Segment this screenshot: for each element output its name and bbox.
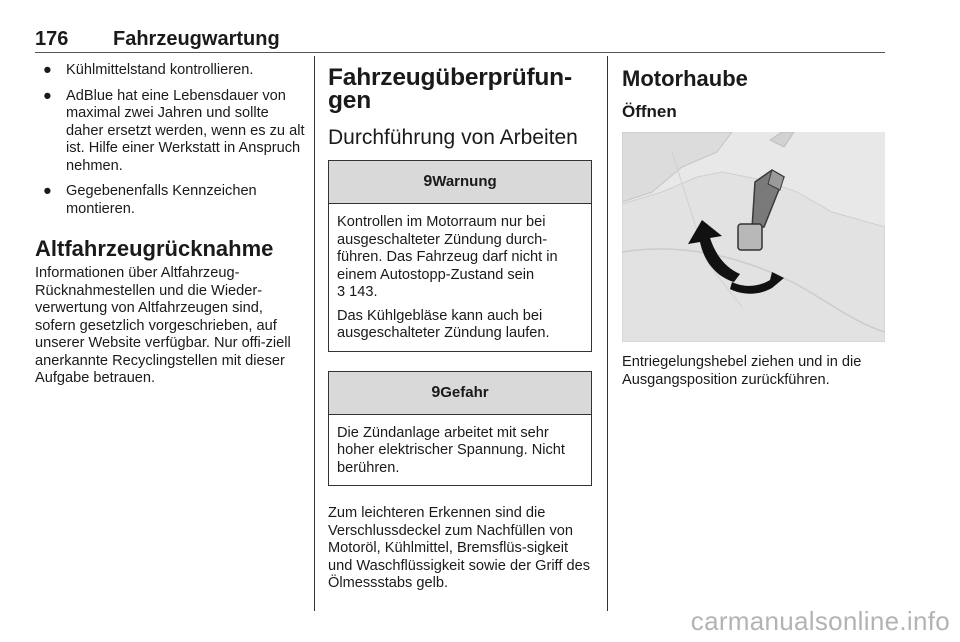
page-reference-link[interactable]: 3 143. [337,284,378,300]
subtitle-arbeiten: Durchführung von Arbeiten [328,126,578,149]
title-motorhaube: Motorhaube [622,66,748,91]
page-header [35,28,885,53]
hood-release-lever-icon [622,132,885,342]
section-text-altfahrzeug: Informationen über Altfahrzeug-Rücknahmestellen und die Wieder-verwertung von Altfahrzeugen sind, sofern gesetzlich vorgeschrieben, auf unserer Website verfügbar. Nur offi-ziell anerkannte Recyclingstellen mit dieser Aufgabe betrauen. [35,265,291,386]
warning-triangle-icon: 9 [423,173,433,190]
column-2 [328,62,592,593]
hood-release-illustration [622,132,885,342]
list-item: ● Gegebenenfalls Kennzeichen montieren. [43,183,257,217]
section-title-altfahrzeug: Altfahrzeugrücknahme [35,236,274,261]
warning-text-2: Das Kühlgebläse kann auch bei ausgeschalteter Zündung laufen. [337,307,550,341]
bullet-icon: ● [43,87,52,104]
danger-header [329,372,591,415]
list-item: ● AdBlue hat eine Lebensdauer von maximal zwei Jahren und sollte daher ersetzt werden, wenn es zu alt ist. Hilfe einer Werkstatt in Anspruch nehmen. [43,87,305,174]
warning-box [328,160,592,352]
filler-caps-text: Zum leichteren Erkennen sind die Verschlussdeckel zum Nachfüllen von Motoröl, Kühlmittel, Bremsflüs-sigkeit und Waschflüssigkeit sowie der Griff des Ölmessstabs gelb. [328,505,590,591]
column-divider-1 [314,56,315,611]
bullet-list [35,62,305,218]
bullet-icon: ● [43,183,52,199]
column-divider-2 [607,56,608,611]
chapter-title: Fahrzeugwartung [113,28,280,50]
warning-label: Warnung [432,173,497,190]
column-3 [622,62,886,389]
warning-text: Kontrollen im Motorraum nur bei ausgeschalteter Zündung durch-führen. Das Fahrzeug darf nicht in einem Autostopp-Zustand sein [337,214,558,283]
danger-triangle-icon: 9 [431,383,441,401]
main-title: Fahrzeugüberprüfun-gen [328,64,572,114]
watermark: carmanualsonline.info [690,606,950,636]
page-number: 176 [35,28,69,50]
warning-header [329,161,591,204]
danger-box [328,371,592,487]
column-1 [35,62,305,388]
hood-caption: Entriegelungshebel ziehen und in die Ausgangsposition zurückführen. [622,354,862,388]
list-item: ● Kühlmittelstand kontrollieren. [43,62,254,78]
subtitle-oeffnen: Öffnen [622,102,677,121]
danger-text: Die Zündanlage arbeitet mit sehr hoher elektrischer Spannung. Nicht berühren. [337,424,565,476]
bullet-icon: ● [43,62,52,78]
danger-label: Gefahr [440,383,489,401]
